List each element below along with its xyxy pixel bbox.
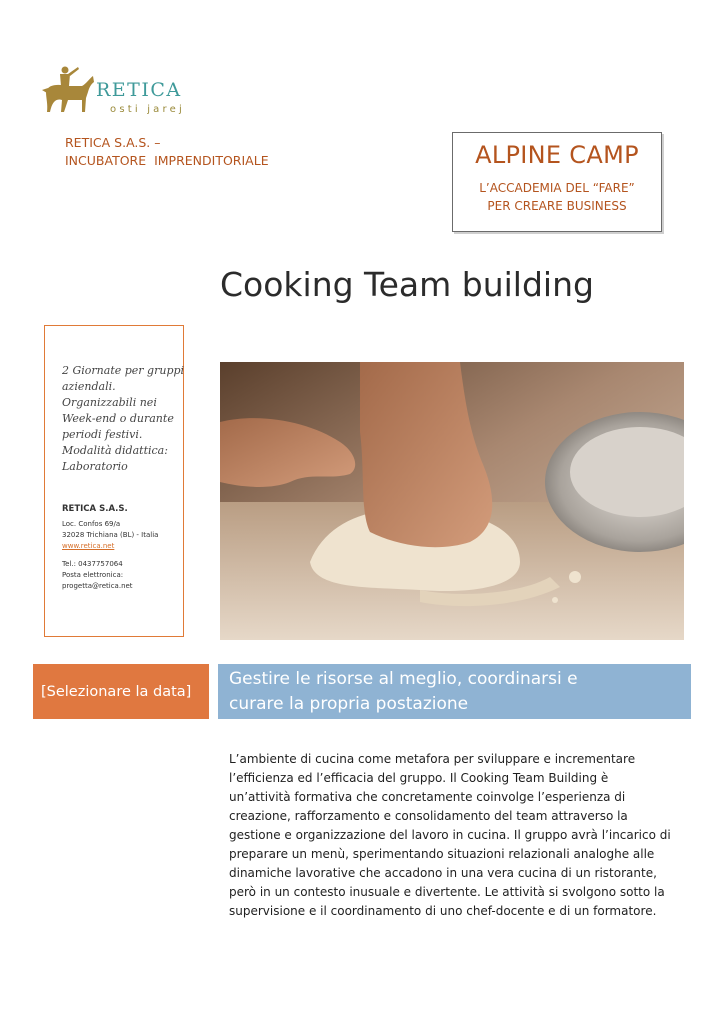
- course-info-line: periodi festivi.: [62, 428, 143, 441]
- contact-phone: Tel.: 0437757064: [62, 560, 123, 568]
- paragraph-line: preparare un menù, sperimentando situazioni relazionali analoghe alle: [229, 847, 655, 861]
- date-selector-label: [Selezionare la data]: [41, 684, 192, 700]
- contact-email-label: Posta elettronica:: [62, 571, 124, 579]
- contact-block: [62, 504, 182, 592]
- course-info-line: Laboratorio: [62, 460, 128, 473]
- logo-tagline: osti jarej: [110, 104, 185, 115]
- company-line-1: RETICA S.A.S. –: [65, 135, 161, 150]
- paragraph-line: l’efficienza ed l’efficacia del gruppo. Il Cooking Team Building è: [229, 771, 609, 785]
- horse-rider-icon: [38, 62, 96, 120]
- retica-logo: [38, 62, 198, 122]
- dough-photo-illustration: [220, 362, 684, 640]
- paragraph-line: però in un contesto inusuale e divertente. Le attività si svolgono sotto la: [229, 885, 665, 899]
- contact-address-1: Loc. Confos 69/a: [62, 520, 121, 528]
- course-info: [62, 363, 185, 475]
- date-selector[interactable]: [33, 664, 209, 719]
- paragraph-line: creazione, rafforzamento e consolidamento del team attraverso la: [229, 809, 628, 823]
- contact-email: progetta@retica.net: [62, 582, 133, 590]
- page-title: Cooking Team building: [220, 265, 594, 304]
- kneading-dough-photo: [220, 362, 684, 640]
- headline-line-1: Gestire le risorse al meglio, coordinarsi e: [229, 669, 578, 689]
- course-info-line: Modalità didattica:: [62, 444, 168, 457]
- alpine-camp-title: ALPINE CAMP: [475, 141, 639, 169]
- website-link[interactable]: www.retica.net: [62, 542, 115, 550]
- course-info-line: Week-end o durante: [62, 412, 174, 425]
- alpine-camp-subtitle-line-2: PER CREARE BUSINESS: [487, 199, 627, 213]
- contact-address-2: 32028 Trichiana (BL) - Italia: [62, 531, 159, 539]
- info-sidebar: [44, 325, 184, 637]
- company-heading: [65, 134, 269, 170]
- contact-company-name: RETICA S.A.S.: [62, 504, 128, 514]
- logo-name: RETICA: [96, 79, 182, 101]
- paragraph-line: supervisione e il coordinamento di uno chef-docente e di un formatore.: [229, 904, 657, 918]
- paragraph-line: un’attività formativa che concretamente coinvolge l’esperienza di: [229, 790, 626, 804]
- alpine-camp-subtitle-line-1: L’ACCADEMIA DEL “FARE”: [479, 181, 635, 195]
- paragraph-line: dinamiche lavorative che accadono in una vera cucina di un ristorante,: [229, 866, 657, 880]
- headline-banner: [218, 664, 691, 719]
- alpine-camp-subtitle: [453, 179, 661, 215]
- headline-line-2: curare la propria postazione: [229, 694, 469, 714]
- paragraph-line: L’ambiente di cucina come metafora per sviluppare e incrementare: [229, 752, 636, 766]
- course-info-line: aziendali.: [62, 380, 116, 393]
- alpine-camp-box: [452, 132, 662, 232]
- course-info-line: Organizzabili nei: [62, 396, 157, 409]
- course-info-line: 2 Giornate per gruppi: [62, 364, 185, 377]
- company-line-2: INCUBATORE IMPRENDITORIALE: [65, 153, 269, 168]
- description-paragraph: [229, 750, 689, 921]
- paragraph-line: gestione e organizzazione del lavoro in cucina. Il gruppo avrà l’incarico di: [229, 828, 671, 842]
